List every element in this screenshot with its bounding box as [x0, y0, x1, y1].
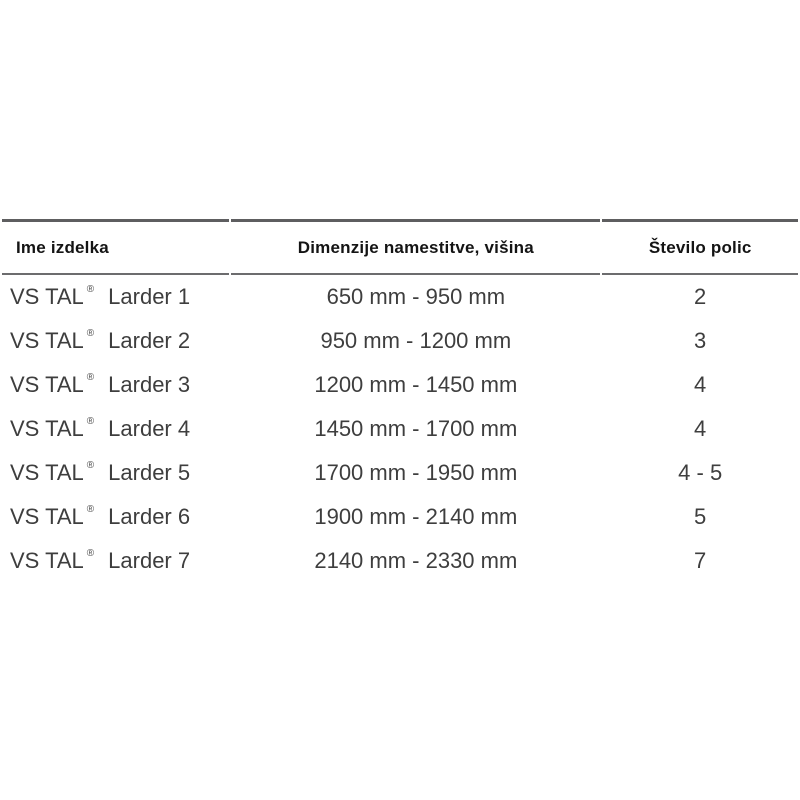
product-spec-table — [0, 219, 800, 583]
product-name-cell — [2, 363, 229, 407]
shelf-count-cell: 4 - 5 — [678, 460, 723, 485]
table-row — [2, 363, 798, 407]
product-spec-table-container — [0, 219, 800, 583]
dimensions-cell: 1700 mm - 1950 mm — [314, 460, 518, 485]
column-header-dimensions: Dimenzije namestitve, višina — [231, 219, 600, 275]
product-name-cell — [2, 451, 229, 495]
brand-text: VS TAL — [10, 372, 84, 397]
brand-text: VS TAL — [10, 504, 84, 529]
table-row — [2, 275, 798, 319]
table-row — [2, 539, 798, 583]
product-name-cell — [2, 275, 229, 319]
dimensions-cell: 1200 mm - 1450 mm — [314, 372, 518, 397]
registered-trademark-icon: ® — [86, 548, 95, 559]
dimensions-cell: 950 mm - 1200 mm — [320, 328, 512, 353]
shelf-count-cell: 3 — [694, 328, 707, 353]
registered-trademark-icon: ® — [86, 416, 95, 427]
model-text: Larder 1 — [108, 284, 191, 309]
model-text: Larder 7 — [108, 548, 191, 573]
registered-trademark-icon: ® — [86, 460, 95, 471]
brand-text: VS TAL — [10, 284, 84, 309]
table-row — [2, 451, 798, 495]
registered-trademark-icon: ® — [86, 504, 95, 515]
shelf-count-cell: 4 — [694, 372, 707, 397]
shelf-count-cell: 4 — [694, 416, 707, 441]
shelf-count-cell: 5 — [694, 504, 707, 529]
table-row — [2, 495, 798, 539]
header-row — [2, 219, 798, 275]
column-header-product-name: Ime izdelka — [2, 219, 229, 275]
dimensions-cell: 650 mm - 950 mm — [326, 284, 506, 309]
table-row — [2, 319, 798, 363]
brand-text: VS TAL — [10, 328, 84, 353]
product-name-cell — [2, 319, 229, 363]
table-row — [2, 407, 798, 451]
shelf-count-cell: 2 — [694, 284, 707, 309]
model-text: Larder 3 — [108, 372, 191, 397]
model-text: Larder 4 — [108, 416, 191, 441]
model-text: Larder 5 — [108, 460, 191, 485]
shelf-count-cell: 7 — [694, 548, 707, 573]
model-text: Larder 2 — [108, 328, 191, 353]
registered-trademark-icon: ® — [86, 328, 95, 339]
product-name-cell — [2, 539, 229, 583]
registered-trademark-icon: ® — [86, 284, 95, 295]
dimensions-cell: 1450 mm - 1700 mm — [314, 416, 518, 441]
dimensions-cell: 2140 mm - 2330 mm — [314, 548, 518, 573]
brand-text: VS TAL — [10, 460, 84, 485]
brand-text: VS TAL — [10, 416, 84, 441]
model-text: Larder 6 — [108, 504, 191, 529]
product-name-cell — [2, 407, 229, 451]
column-header-shelf-count: Število polic — [602, 219, 798, 275]
dimensions-cell: 1900 mm - 2140 mm — [314, 504, 518, 529]
registered-trademark-icon: ® — [86, 372, 95, 383]
brand-text: VS TAL — [10, 548, 84, 573]
product-name-cell — [2, 495, 229, 539]
